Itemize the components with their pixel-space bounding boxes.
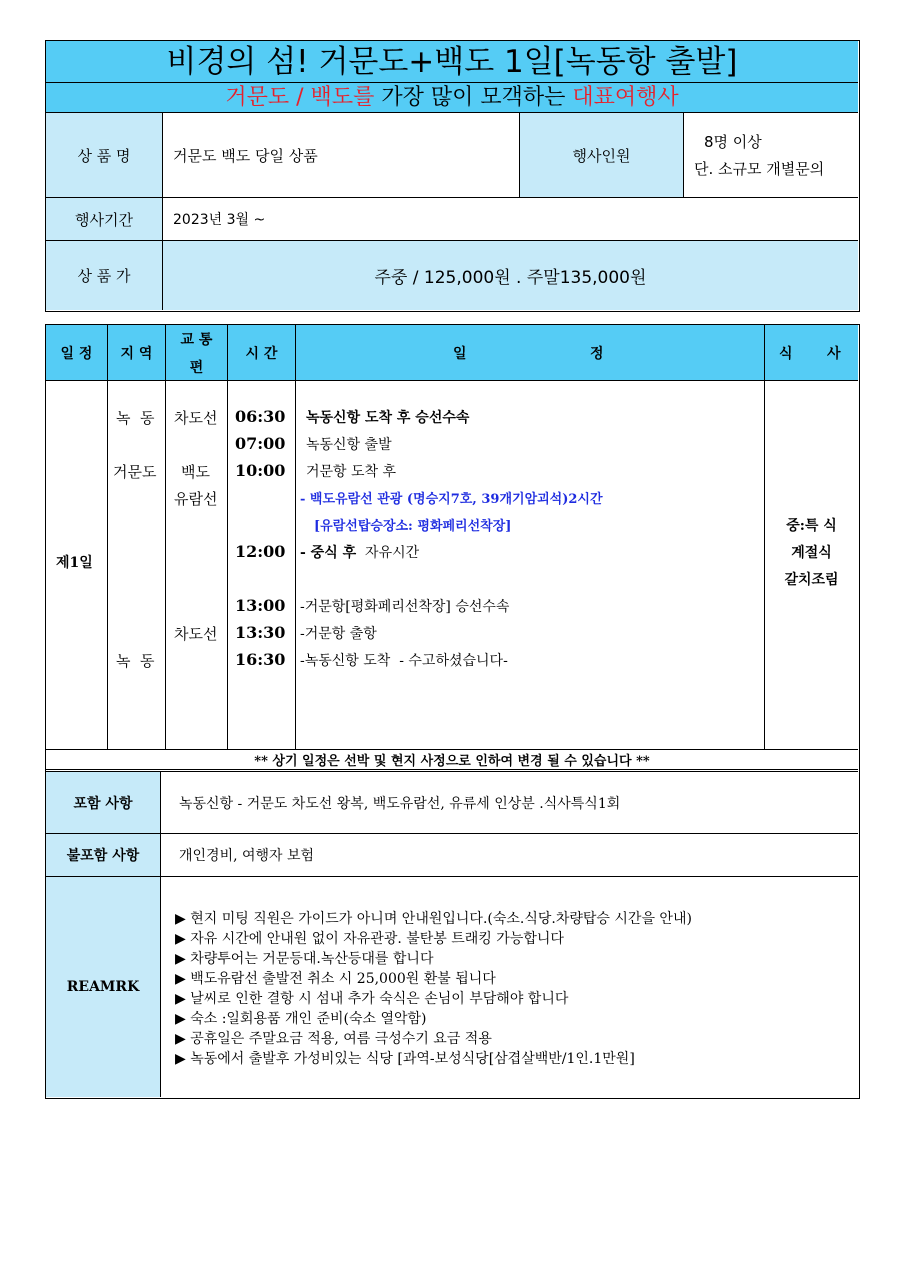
schedule-line-2: 녹동신항 출발 <box>306 437 392 453</box>
schedule-line-5: [유람선탑승장소: 평화페리선착장] <box>314 519 512 534</box>
header-schedule-a: 일 <box>453 346 467 362</box>
header-time: 시 간 <box>228 325 296 381</box>
people-line-1: 8명 이상 <box>704 133 762 151</box>
remark-item-8: ▶ 녹동에서 출발후 가성비있는 식당 [과역-보성식당[삼겹살백반/1인.1만원] <box>175 1051 635 1067</box>
region-cell <box>108 381 166 750</box>
remark-item-4: ▶ 백도유람선 출발전 취소 시 25,000원 환불 됩니다 <box>175 971 496 987</box>
day-label: 제1일 <box>56 555 93 571</box>
remark-label: REAMRK <box>46 877 161 1097</box>
remark-item-5: ▶ 날씨로 인한 결항 시 섬내 추가 숙식은 손님이 부담해야 합니다 <box>175 991 569 1007</box>
schedule-line-3: 거문항 도착 후 <box>306 464 397 480</box>
header-meal <box>765 325 858 381</box>
remark-item-3: ▶ 차량투어는 거문등대.녹산등대를 합니다 <box>175 951 434 967</box>
included-label: 포함 사항 <box>46 772 161 834</box>
header-transport <box>166 325 228 381</box>
schedule-line-1: 녹동신항 도착 후 승선수속 <box>306 410 470 426</box>
remark-item-1: ▶ 현지 미팅 직원은 가이드가 아니며 안내원입니다.(숙소.식당.차량탑승 시간을 안내) <box>175 911 692 927</box>
remark-list <box>161 877 858 1097</box>
meal-line-3: 갈치조림 <box>784 572 839 588</box>
product-name-label: 상 품 명 <box>46 113 163 198</box>
schedule-notice: ** 상기 일정은 선박 및 현지 사정으로 인하여 변경 될 수 있습니다 ** <box>46 750 858 772</box>
time-3: 10:00 <box>235 461 286 480</box>
time-1: 06:30 <box>235 407 286 426</box>
itinerary-table <box>45 324 860 1099</box>
header-region: 지 역 <box>108 325 166 381</box>
meal-line-1: 중:특 식 <box>786 518 837 534</box>
schedule-line-4: - 백도유람선 관광 (명승지7호, 39개기암괴석)2시간 <box>300 492 603 507</box>
subtitle-red-2: 대표여행사 <box>572 85 679 110</box>
transport-3: 유람선 <box>174 490 218 508</box>
page-title: 비경의 섬! 거문도+백도 1일[녹동항 출발] <box>46 41 858 83</box>
remark-item-2: ▶ 자유 시간에 안내원 없이 자유관광. 불탄봉 트래킹 가능합니다 <box>175 931 564 947</box>
schedule-line-7: -거문항[평화페리선착장] 승선수속 <box>300 599 510 615</box>
header-day: 일 정 <box>46 325 108 381</box>
header-transport-line2: 편 <box>189 360 204 376</box>
excluded-value: 개인경비, 여행자 보험 <box>161 834 858 877</box>
header-meal-b: 사 <box>827 346 841 362</box>
schedule-line-9: -녹동신항 도착 - 수고하셨습니다- <box>300 653 508 669</box>
subtitle-red-1: 거문도 / 백도를 <box>225 85 375 110</box>
transport-2: 백도 <box>181 463 210 481</box>
price-label: 상 품 가 <box>46 241 163 310</box>
people-label: 행사인원 <box>520 113 684 198</box>
header-schedule <box>296 325 765 381</box>
header-meal-a: 식 <box>779 346 793 362</box>
time-4: 12:00 <box>235 542 286 561</box>
remark-item-7: ▶ 공휴일은 주말요금 적용, 여름 극성수기 요금 적용 <box>175 1031 492 1047</box>
time-cell <box>228 381 296 750</box>
schedule-cell <box>296 381 765 750</box>
header-transport-line1: 교 통 <box>180 332 213 348</box>
time-5: 13:00 <box>235 596 286 615</box>
period-value: 2023년 3월 ~ <box>163 198 858 241</box>
product-header-table <box>45 40 860 312</box>
region-1: 녹 동 <box>116 409 155 427</box>
header-schedule-b: 정 <box>590 346 604 362</box>
region-3: 녹 동 <box>116 652 155 670</box>
included-value: 녹동신항 - 거문도 차도선 왕복, 백도유람선, 유류세 인상분 .식사특식1회 <box>161 772 858 834</box>
excluded-label: 불포함 사항 <box>46 834 161 877</box>
schedule-line-6 <box>300 542 419 562</box>
subtitle <box>46 83 858 113</box>
transport-1: 차도선 <box>174 409 218 427</box>
schedule-line-6-bold: - 중식 후 <box>300 545 357 561</box>
day-cell <box>46 381 108 750</box>
time-6: 13:30 <box>235 623 286 642</box>
schedule-line-6-rest: 자유시간 <box>356 545 420 561</box>
schedule-line-8: -거문항 출항 <box>300 626 377 642</box>
period-label: 행사기간 <box>46 198 163 241</box>
people-value <box>684 113 858 198</box>
transport-cell <box>166 381 228 750</box>
people-line-2: 단. 소규모 개별문의 <box>694 160 825 178</box>
meal-line-2: 계절식 <box>791 545 832 561</box>
remark-item-6: ▶ 숙소 :일회용품 개인 준비(숙소 열악함) <box>175 1011 427 1027</box>
meal-cell <box>765 381 858 750</box>
product-name-value: 거문도 백도 당일 상품 <box>163 113 520 198</box>
subtitle-middle: 가장 많이 모객하는 <box>374 85 573 110</box>
transport-4: 차도선 <box>174 625 218 643</box>
time-2: 07:00 <box>235 434 286 453</box>
time-7: 16:30 <box>235 650 286 669</box>
region-2: 거문도 <box>113 463 157 481</box>
price-value: 주중 / 125,000원 . 주말135,000원 <box>163 241 858 310</box>
